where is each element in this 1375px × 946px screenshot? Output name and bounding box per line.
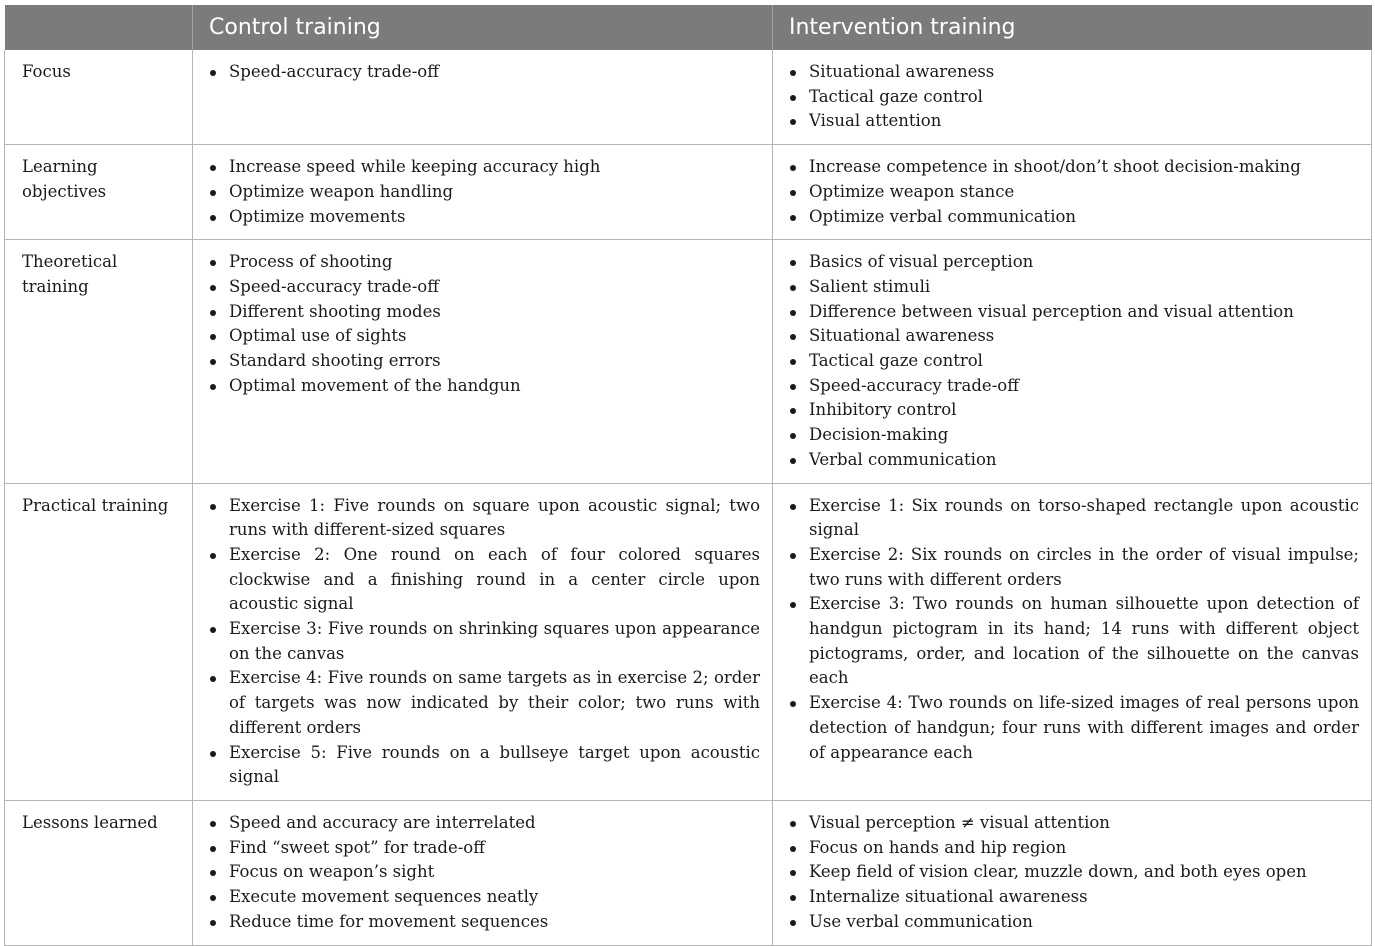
- bullet-list: [209, 811, 760, 935]
- bullet-item: Visual perception ≠ visual attention: [789, 811, 1359, 836]
- bullet-item: Exercise 3: Two rounds on human silhouette upon detection of handgun pictogram in its hand; 14 runs with different object pictograms, order, and location of the silhouette on the canvas each: [789, 592, 1359, 691]
- row-label: Focus: [5, 50, 193, 145]
- bullet-item: Find “sweet spot” for trade-off: [209, 836, 760, 861]
- bullet-item: Exercise 1: Five rounds on square upon acoustic signal; two runs with different-sized squares: [209, 494, 760, 543]
- intervention-cell: [773, 483, 1372, 800]
- table-body: [5, 50, 1372, 945]
- bullet-item: Increase competence in shoot/don’t shoot decision-making: [789, 155, 1359, 180]
- bullet-item: Optimize movements: [209, 205, 760, 230]
- bullet-item: Visual attention: [789, 109, 1359, 134]
- bullet-list: [209, 155, 760, 229]
- bullet-item: Optimize verbal communication: [789, 205, 1359, 230]
- row-label: Lessons learned: [5, 800, 193, 945]
- bullet-list: [789, 811, 1359, 935]
- control-cell: [193, 483, 773, 800]
- bullet-item: Speed-accuracy trade-off: [209, 60, 760, 85]
- control-cell: [193, 50, 773, 145]
- bullet-item: Speed and accuracy are interrelated: [209, 811, 760, 836]
- bullet-list: [789, 155, 1359, 229]
- bullet-item: Optimize weapon handling: [209, 180, 760, 205]
- bullet-item: Exercise 2: One round on each of four colored squares clockwise and a finishing round in a center circle upon acoustic signal: [209, 543, 760, 617]
- bullet-item: Optimize weapon stance: [789, 180, 1359, 205]
- bullet-item: Speed-accuracy trade-off: [789, 374, 1359, 399]
- bullet-item: Standard shooting errors: [209, 349, 760, 374]
- bullet-list: [789, 60, 1359, 134]
- bullet-item: Focus on weapon’s sight: [209, 860, 760, 885]
- control-cell: [193, 240, 773, 483]
- bullet-item: Use verbal communication: [789, 910, 1359, 935]
- training-comparison-table: [4, 5, 1372, 946]
- bullet-item: Inhibitory control: [789, 398, 1359, 423]
- table-row: [5, 240, 1372, 483]
- bullet-item: Optimal use of sights: [209, 324, 760, 349]
- bullet-item: Keep field of vision clear, muzzle down, and both eyes open: [789, 860, 1359, 885]
- header-row: [5, 5, 1372, 50]
- bullet-item: Exercise 1: Six rounds on torso-shaped rectangle upon acoustic signal: [789, 494, 1359, 543]
- row-label: Learning objectives: [5, 145, 193, 240]
- bullet-item: Tactical gaze control: [789, 349, 1359, 374]
- control-cell: [193, 800, 773, 945]
- bullet-item: Exercise 5: Five rounds on a bullseye target upon acoustic signal: [209, 741, 760, 790]
- header-cell-empty: [5, 5, 193, 50]
- intervention-cell: [773, 50, 1372, 145]
- control-cell: [193, 145, 773, 240]
- table-row: [5, 145, 1372, 240]
- intervention-cell: [773, 145, 1372, 240]
- row-label: Practical training: [5, 483, 193, 800]
- bullet-item: Basics of visual perception: [789, 250, 1359, 275]
- bullet-item: Execute movement sequences neatly: [209, 885, 760, 910]
- bullet-item: Optimal movement of the handgun: [209, 374, 760, 399]
- bullet-item: Tactical gaze control: [789, 85, 1359, 110]
- bullet-item: Increase speed while keeping accuracy high: [209, 155, 760, 180]
- row-label: Theoretical training: [5, 240, 193, 483]
- bullet-item: Salient stimuli: [789, 275, 1359, 300]
- bullet-list: [209, 60, 760, 85]
- header-intervention-training: Intervention training: [773, 5, 1372, 50]
- bullet-item: Reduce time for movement sequences: [209, 910, 760, 935]
- intervention-cell: [773, 240, 1372, 483]
- table-row: [5, 483, 1372, 800]
- bullet-list: [209, 250, 760, 398]
- table-row: [5, 50, 1372, 145]
- bullet-item: Difference between visual perception and visual attention: [789, 300, 1359, 325]
- bullet-item: Decision-making: [789, 423, 1359, 448]
- bullet-item: Focus on hands and hip region: [789, 836, 1359, 861]
- bullet-item: Different shooting modes: [209, 300, 760, 325]
- bullet-item: Exercise 2: Six rounds on circles in the order of visual impulse; two runs with different orders: [789, 543, 1359, 592]
- intervention-cell: [773, 800, 1372, 945]
- bullet-item: Exercise 4: Two rounds on life-sized images of real persons upon detection of handgun; four runs with different images and order of appearance each: [789, 691, 1359, 765]
- bullet-item: Exercise 4: Five rounds on same targets as in exercise 2; order of targets was now indicated by their color; two runs with different orders: [209, 666, 760, 740]
- bullet-item: Situational awareness: [789, 324, 1359, 349]
- header-control-training: Control training: [193, 5, 773, 50]
- bullet-list: [789, 494, 1359, 766]
- bullet-item: Process of shooting: [209, 250, 760, 275]
- bullet-item: Situational awareness: [789, 60, 1359, 85]
- bullet-list: [209, 494, 760, 790]
- bullet-list: [789, 250, 1359, 472]
- table-header: [5, 5, 1372, 50]
- bullet-item: Internalize situational awareness: [789, 885, 1359, 910]
- bullet-item: Verbal communication: [789, 448, 1359, 473]
- bullet-item: Speed-accuracy trade-off: [209, 275, 760, 300]
- bullet-item: Exercise 3: Five rounds on shrinking squares upon appearance on the canvas: [209, 617, 760, 666]
- table-row: [5, 800, 1372, 945]
